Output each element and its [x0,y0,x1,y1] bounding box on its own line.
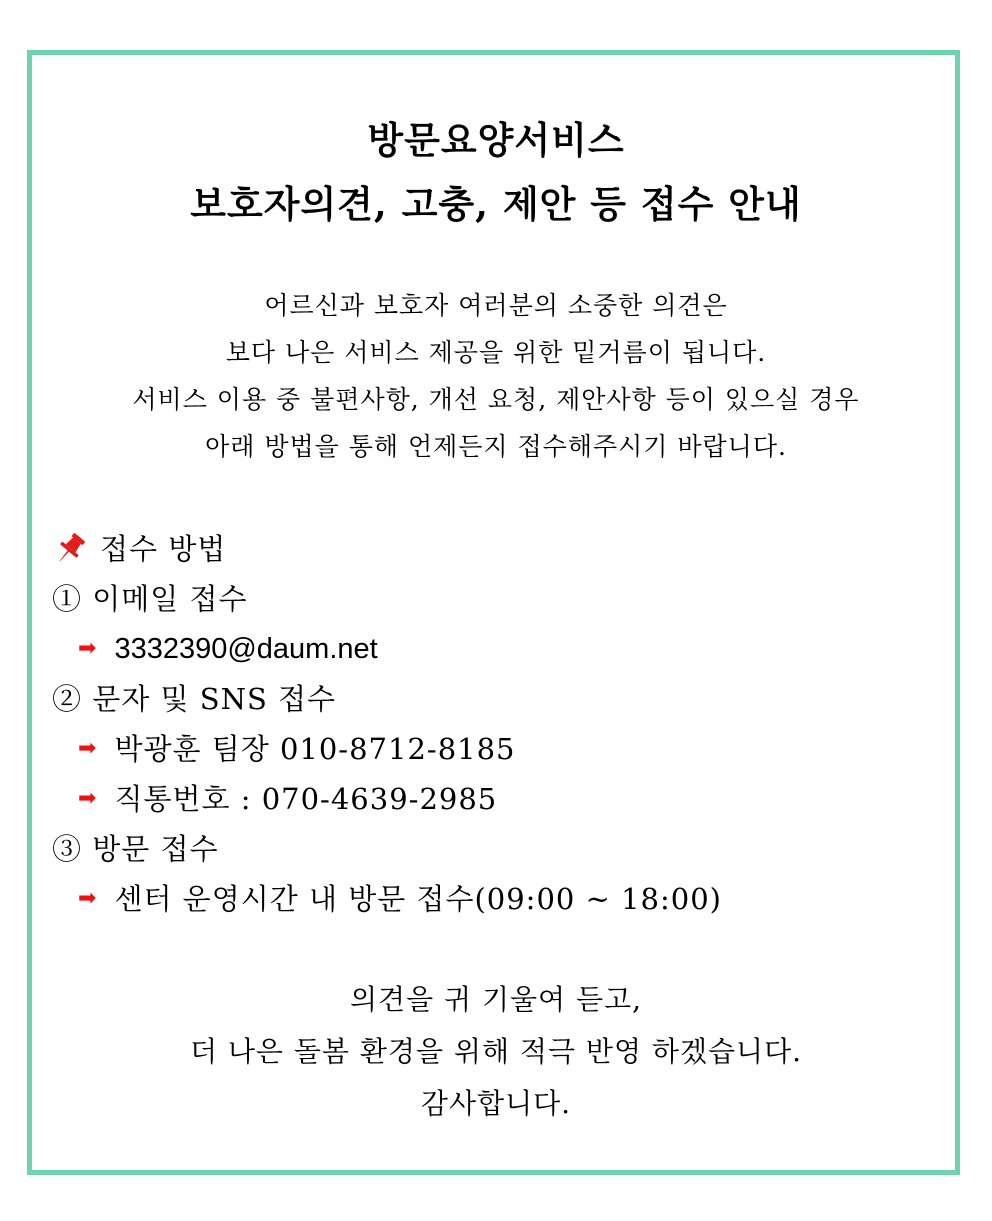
team-leader-phone: 박광훈 팀장 010-8712-8185 [114,732,516,766]
submission-methods [52,524,722,924]
method-visit-detail-row [52,874,722,924]
method-sms [52,674,722,724]
methods-heading [52,524,722,574]
method-email [52,574,722,624]
closing-message [0,974,992,1130]
methods-heading-label: 접수 방법 [100,532,227,566]
intro-line-3: 서비스 이용 중 불편사항, 개선 요청, 제안사항 등이 있으실 경우 [132,385,860,414]
intro-line-2: 보다 나은 서비스 제공을 위한 밑거름이 됩니다. [225,338,767,367]
arrow-right-icon: ➡ [78,636,97,661]
intro-line-4: 아래 방법을 통해 언제든지 접수해주시기 바랍니다. [205,432,787,461]
method-sms-detail-row-1 [52,724,722,774]
method-email-label: ① 이메일 접수 [52,582,248,616]
method-email-detail-row [52,624,722,674]
notice-title [0,108,992,236]
email-address: 3332390@daum.net [114,633,378,665]
method-sms-detail-row-2 [52,774,722,824]
arrow-right-icon: ➡ [78,736,97,761]
method-visit-label: ③ 방문 접수 [52,832,219,866]
arrow-right-icon: ➡ [78,786,97,811]
pushpin-icon [52,531,88,567]
closing-line-1: 의견을 귀 기울여 듣고, [349,983,643,1016]
visit-hours: 센터 운영시간 내 방문 접수(09:00 ~ 18:00) [114,882,722,916]
arrow-right-icon: ➡ [78,886,97,911]
title-line-2: 보호자의견, 고충, 제안 등 접수 안내 [190,182,802,226]
intro-line-1: 어르신과 보호자 여러분의 소중한 의견은 [264,291,728,320]
direct-phone: 직통번호 : 070-4639-2985 [114,782,498,816]
closing-line-3: 감사합니다. [420,1087,572,1120]
method-sms-label: ② 문자 및 SNS 접수 [52,682,337,716]
intro-paragraph [0,282,992,470]
method-visit [52,824,722,874]
closing-line-2: 더 나은 돌봄 환경을 위해 적극 반영 하겠습니다. [189,1035,803,1068]
title-line-1: 방문요양서비스 [367,118,625,162]
